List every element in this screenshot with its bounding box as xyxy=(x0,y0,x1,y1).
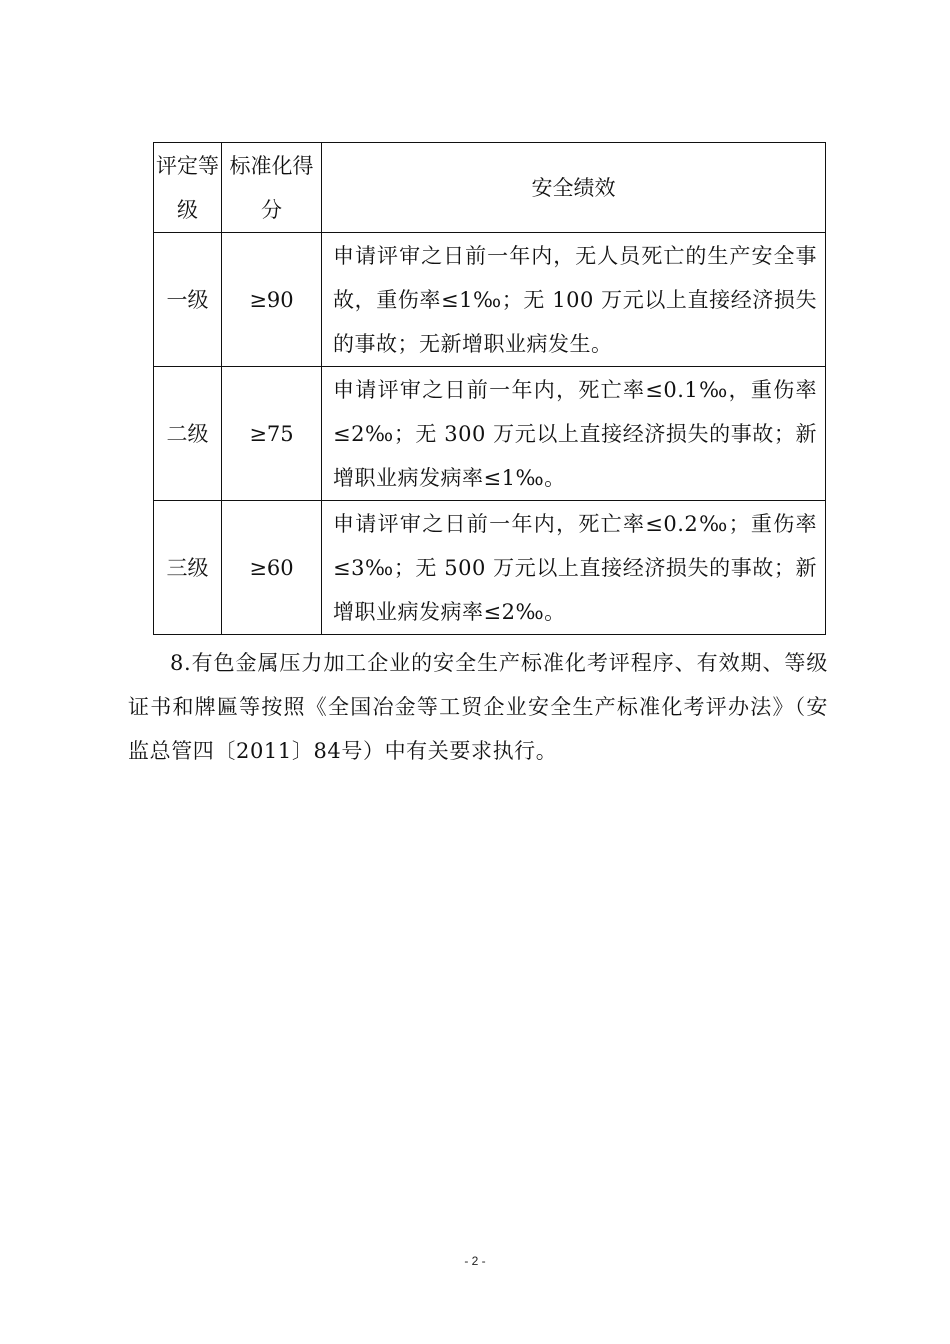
score-cell: ≥60 xyxy=(222,501,322,635)
grade-cell: 一级 xyxy=(154,233,222,367)
header-grade: 评定等级 xyxy=(154,143,222,233)
safety-grade-table xyxy=(153,142,826,635)
score-cell: ≥75 xyxy=(222,367,322,501)
grade-cell: 二级 xyxy=(154,367,222,501)
score-cell: ≥90 xyxy=(222,233,322,367)
body-paragraph: 8.有色金属压力加工企业的安全生产标准化考评程序、有效期、等级证书和牌匾等按照《全国冶金等工贸企业安全生产标准化考评办法》（安监总管四〔2011〕84号）中有关要求执行。 xyxy=(128,651,828,763)
header-score: 标准化得分 xyxy=(222,143,322,233)
performance-cell: 申请评审之日前一年内，无人员死亡的生产安全事故，重伤率≤1‰；无 100 万元以上直接经济损失的事故；无新增职业病发生。 xyxy=(322,233,826,367)
table-row xyxy=(154,501,826,635)
grade-cell: 三级 xyxy=(154,501,222,635)
performance-cell: 申请评审之日前一年内，死亡率≤0.1‰，重伤率≤2‰；无 300 万元以上直接经济损失的事故；新增职业病发病率≤1‰。 xyxy=(322,367,826,501)
table-header-row xyxy=(154,143,826,233)
header-performance: 安全绩效 xyxy=(322,143,826,233)
table-row xyxy=(154,233,826,367)
page-number: - 2 - xyxy=(464,1254,486,1268)
table-row xyxy=(154,367,826,501)
performance-cell: 申请评审之日前一年内，死亡率≤0.2‰；重伤率≤3‰；无 500 万元以上直接经济损失的事故；新增职业病发病率≤2‰。 xyxy=(322,501,826,635)
